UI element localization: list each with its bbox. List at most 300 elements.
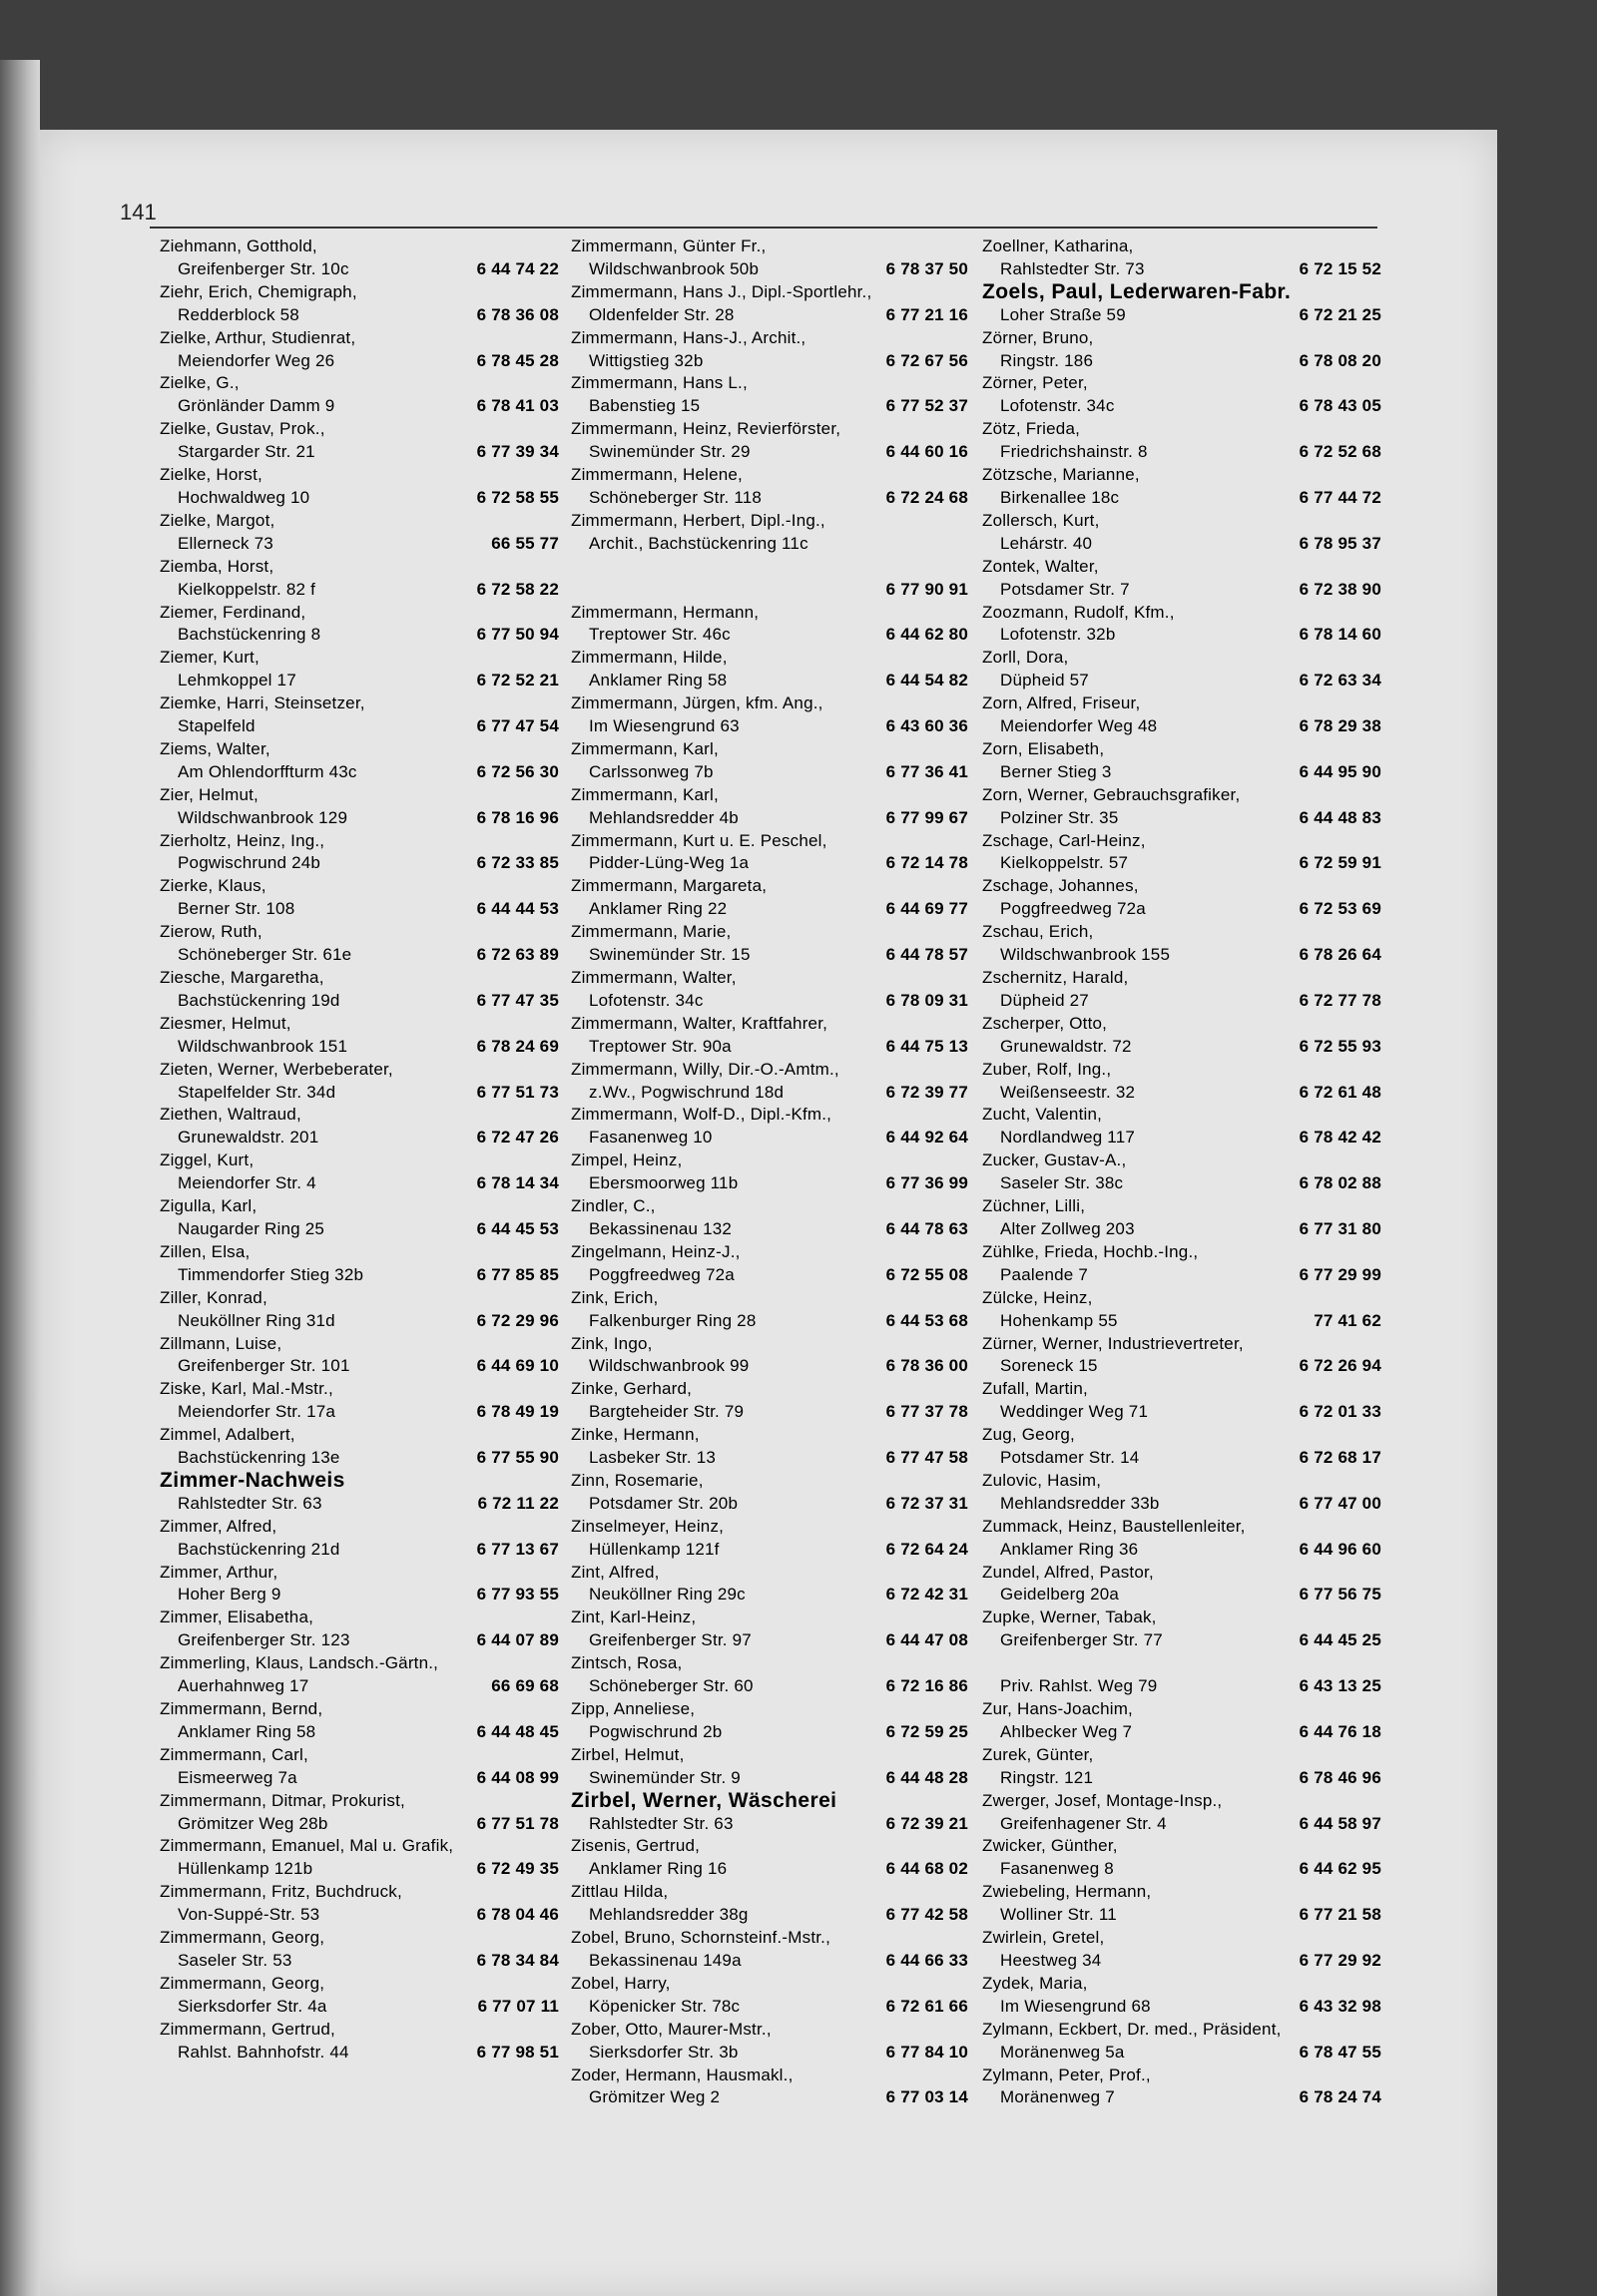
- entry-address: Potsdamer Str. 20b: [589, 1493, 739, 1513]
- entry-name: Zierow, Ruth,: [160, 922, 263, 942]
- entry-address: Falkenburger Ring 28: [589, 1310, 757, 1330]
- entry-phone: 6 43 32 98: [1299, 1996, 1381, 2016]
- directory-entry: [571, 647, 968, 692]
- directory-entry: [160, 692, 559, 738]
- entry-phone: 6 78 29 38: [1299, 716, 1381, 736]
- entry-name: Zörner, Peter,: [982, 373, 1088, 393]
- directory-entry: [982, 1607, 1381, 1652]
- column-3: [982, 235, 1381, 2109]
- entry-name: Zimmerling, Klaus, Landsch.-Gärtn.,: [160, 1653, 439, 1673]
- entry-name: Zoels, Paul, Lederwaren-Fabr.: [982, 280, 1292, 303]
- entry-name: Ziesmer, Helmut,: [160, 1013, 291, 1033]
- entry-name: Zwerger, Josef, Montage-Insp.,: [982, 1790, 1223, 1810]
- entry-name: Züchner, Lilli,: [982, 1196, 1086, 1216]
- entry-name: Zimmermann, Wolf-D., Dipl.-Kfm.,: [571, 1105, 832, 1125]
- entry-phone: 6 78 49 19: [476, 1402, 559, 1422]
- entry-phone: 6 77 51 78: [476, 1813, 559, 1833]
- directory-entry: [982, 1973, 1381, 2019]
- directory-entry: [160, 1652, 559, 1698]
- entry-name: Zimmermann, Ditmar, Prokurist,: [160, 1790, 405, 1810]
- entry-name: Zötzsche, Marianne,: [982, 465, 1140, 485]
- entry-phone: 6 44 54 82: [885, 671, 968, 690]
- directory-entry: [160, 1059, 559, 1105]
- directory-entry: [571, 1241, 968, 1287]
- entry-name: Ziemer, Kurt,: [160, 648, 260, 668]
- entry-phone: 6 78 24 74: [1299, 2087, 1381, 2107]
- directory-entry: [160, 1973, 559, 2019]
- entry-phone: 6 72 61 48: [1299, 1082, 1381, 1102]
- directory-entry: [982, 1104, 1381, 1149]
- entry-name: Zötz, Frieda,: [982, 419, 1081, 439]
- entry-name: Zober, Otto, Maurer-Mstr.,: [571, 2019, 772, 2039]
- entry-phone: 6 44 48 28: [885, 1767, 968, 1787]
- directory-entry: [160, 1424, 559, 1470]
- directory-entry: [571, 281, 968, 327]
- entry-phone: 6 72 14 78: [885, 853, 968, 873]
- entry-address: Swinemünder Str. 15: [589, 945, 751, 965]
- entry-phone: 6 72 59 91: [1299, 853, 1381, 873]
- entry-phone: 6 72 56 30: [476, 761, 559, 781]
- entry-address: Poggfreedweg 72a: [589, 1264, 735, 1284]
- entry-address: Mehlandsredder 4b: [589, 807, 739, 827]
- entry-address: Poggfreedweg 72a: [1000, 899, 1146, 919]
- entry-address: Anklamer Ring 58: [178, 1721, 316, 1741]
- entry-name: Zittlau Hilda,: [571, 1882, 669, 1902]
- entry-name: Zimmer-Nachweis: [160, 1469, 345, 1492]
- directory-entry: [982, 1881, 1381, 1927]
- directory-entry: [160, 1333, 559, 1379]
- entry-address: Grömitzer Weg 28b: [178, 1813, 328, 1833]
- entry-address: Bekassinenau 132: [589, 1218, 733, 1238]
- entry-address: Treptower Str. 46c: [589, 625, 731, 645]
- entry-phone: 6 44 62 95: [1299, 1859, 1381, 1879]
- entry-address: Greifenberger Str. 101: [178, 1356, 350, 1376]
- entry-name: Zug, Georg,: [982, 1425, 1075, 1445]
- entry-name: Zint, Alfred,: [571, 1562, 660, 1582]
- entry-name: Ziemba, Horst,: [160, 556, 274, 576]
- entry-address: Anklamer Ring 58: [589, 671, 728, 690]
- entry-phone: 6 72 58 22: [476, 579, 559, 599]
- directory-entry: [571, 784, 968, 830]
- directory-entry: [160, 235, 559, 281]
- entry-phone: 6 44 47 08: [885, 1630, 968, 1650]
- entry-phone: 6 44 68 02: [885, 1859, 968, 1879]
- entry-address: Babenstieg 15: [589, 396, 701, 416]
- directory-entry: [982, 2019, 1381, 2065]
- entry-address: Neuköllner Ring 31d: [178, 1310, 335, 1330]
- entry-name: Zimmer, Arthur,: [160, 1562, 278, 1582]
- entry-name: Zimmermann, Willy, Dir.-O.-Amtm.,: [571, 1059, 839, 1079]
- entry-name: Zimmer, Alfred,: [160, 1516, 277, 1536]
- entry-name: Zimmermann, Gertrud,: [160, 2019, 335, 2039]
- entry-name: Zipp, Anneliese,: [571, 1699, 696, 1718]
- directory-entry: [571, 921, 968, 967]
- entry-name: Zimmermann, Hermann,: [571, 602, 760, 622]
- entry-phone: 6 44 92 64: [885, 1128, 968, 1148]
- directory-entry: [160, 602, 559, 648]
- entry-phone: 6 44 76 18: [1299, 1721, 1381, 1741]
- entry-phone: 6 72 26 94: [1299, 1356, 1381, 1376]
- directory-entry: [571, 1881, 968, 1927]
- directory-entry: [160, 1104, 559, 1149]
- entry-address: Wildschwanbrook 129: [178, 807, 348, 827]
- entry-phone: 6 77 13 67: [476, 1539, 559, 1559]
- entry-address: Hohenkamp 55: [1000, 1310, 1118, 1330]
- entry-address: Von-Suppé-Str. 53: [178, 1905, 320, 1925]
- entry-address: Timmendorfer Stieg 32b: [178, 1264, 364, 1284]
- entry-phone: 6 77 90 91: [885, 579, 968, 599]
- directory-entry: [160, 2019, 559, 2065]
- entry-name: Zimmermann, Kurt u. E. Peschel,: [571, 830, 827, 850]
- directory-entry: [160, 464, 559, 510]
- entry-address: Moränenweg 7: [1000, 2087, 1115, 2107]
- entry-phone: 6 72 67 56: [885, 350, 968, 370]
- directory-entry: [982, 281, 1381, 327]
- entry-phone: 6 44 66 33: [885, 1950, 968, 1970]
- entry-address: Kielkoppelstr. 82 f: [178, 579, 315, 599]
- entry-name: Zwiebeling, Hermann,: [982, 1882, 1152, 1902]
- entry-phone: 6 77 47 54: [476, 716, 559, 736]
- entry-name: Zimmermann, Hans J., Dipl.-Sportlehr.,: [571, 281, 872, 301]
- directory-entry: [571, 1698, 968, 1744]
- entry-name: Zimmermann, Günter Fr.,: [571, 236, 767, 255]
- entry-phone: 6 72 39 77: [885, 1082, 968, 1102]
- entry-phone: 6 44 78 57: [885, 945, 968, 965]
- entry-address: Ellerneck 73: [178, 533, 273, 553]
- entry-name: Zinke, Gerhard,: [571, 1379, 693, 1399]
- entry-name: Zscherper, Otto,: [982, 1013, 1108, 1033]
- entry-phone: 6 44 75 13: [885, 1036, 968, 1056]
- entry-address: Greifenberger Str. 77: [1000, 1630, 1163, 1650]
- entry-name: Zint, Karl-Heinz,: [571, 1607, 697, 1627]
- entry-name: [982, 1652, 1381, 1675]
- directory-entry: [571, 1744, 968, 1790]
- entry-address: Meiendorfer Weg 26: [178, 350, 335, 370]
- entry-name: Zierholtz, Heinz, Ing.,: [160, 830, 325, 850]
- entry-name: Zimmer, Elisabetha,: [160, 1607, 314, 1627]
- entry-name: Zimmermann, Hans L.,: [571, 373, 748, 393]
- entry-name: Zier, Helmut,: [160, 784, 259, 804]
- entry-name: Zimmermann, Fritz, Buchdruck,: [160, 1882, 402, 1902]
- entry-address: Bachstückenring 21d: [178, 1539, 340, 1559]
- entry-phone: 6 44 69 10: [476, 1356, 559, 1376]
- entry-address: Kielkoppelstr. 57: [1000, 853, 1129, 873]
- entry-address: Anklamer Ring 22: [589, 899, 728, 919]
- directory-entry: [571, 1790, 968, 1836]
- entry-name: Ziemke, Harri, Steinsetzer,: [160, 693, 365, 713]
- directory-entry: [982, 1059, 1381, 1105]
- directory-entry: [982, 327, 1381, 373]
- directory-entry: [160, 784, 559, 830]
- entry-name: Zschage, Carl-Heinz,: [982, 830, 1146, 850]
- entry-phone: 6 44 07 89: [476, 1630, 559, 1650]
- directory-entry: [160, 1516, 559, 1562]
- directory-entry: [160, 1927, 559, 1973]
- entry-phone: 6 78 37 50: [885, 258, 968, 278]
- entry-address: Soreneck 15: [1000, 1356, 1098, 1376]
- directory-entry: [571, 1927, 968, 1973]
- entry-name: Zimmermann, Georg,: [160, 1973, 325, 1993]
- entry-phone: 77 41 62: [1314, 1310, 1381, 1330]
- entry-phone: 6 72 21 25: [1299, 304, 1381, 324]
- directory-entry: [571, 1652, 968, 1698]
- directory-entry: [982, 1470, 1381, 1516]
- entry-address: Fasanenweg 10: [589, 1128, 713, 1148]
- directory-entry: [160, 1607, 559, 1652]
- entry-phone: 6 44 96 60: [1299, 1539, 1381, 1559]
- entry-name: Zimmermann, Emanuel, Mal u. Grafik,: [160, 1836, 454, 1856]
- entry-phone: 6 72 11 22: [477, 1493, 559, 1513]
- entry-phone: 6 77 98 51: [476, 2042, 559, 2062]
- entry-phone: 66 55 77: [491, 533, 559, 553]
- entry-name: Zobel, Harry,: [571, 1973, 671, 1993]
- entry-address: Weddinger Weg 71: [1000, 1402, 1149, 1422]
- entry-address: Eismeerweg 7a: [178, 1767, 297, 1787]
- entry-address: Paalende 7: [1000, 1264, 1089, 1284]
- entry-address: Wildschwanbrook 155: [1000, 945, 1171, 965]
- entry-address: Neuköllner Ring 29c: [589, 1585, 746, 1605]
- entry-phone: 6 77 29 92: [1299, 1950, 1381, 1970]
- header-rule: [150, 227, 1377, 229]
- directory-entry: [982, 1149, 1381, 1195]
- entry-name: Ziehmann, Gotthold,: [160, 236, 317, 255]
- entry-phone: 6 77 37 78: [885, 1402, 968, 1422]
- entry-phone: 6 78 41 03: [476, 396, 559, 416]
- entry-address: Rahlstedter Str. 63: [589, 1813, 734, 1833]
- entry-address: Moränenweg 5a: [1000, 2042, 1125, 2062]
- entry-phone: 6 44 44 53: [476, 899, 559, 919]
- entry-phone: 6 72 52 68: [1299, 442, 1381, 462]
- entry-name: Zindler, C.,: [571, 1196, 656, 1216]
- entry-phone: 6 44 48 83: [1299, 807, 1381, 827]
- entry-name: Zur, Hans-Joachim,: [982, 1699, 1133, 1718]
- entry-address: Wittigstieg 32b: [589, 350, 704, 370]
- entry-phone: 6 77 93 55: [476, 1585, 559, 1605]
- directory-entry: [982, 921, 1381, 967]
- entry-phone: 6 77 47 35: [476, 990, 559, 1010]
- entry-phone: 6 44 45 53: [476, 1218, 559, 1238]
- entry-name: Zisenis, Gertrud,: [571, 1836, 701, 1856]
- entry-address: Friedrichshainstr. 8: [1000, 442, 1148, 462]
- entry-name: Zylmann, Peter, Prof.,: [982, 2065, 1151, 2084]
- directory-entry: [982, 1562, 1381, 1607]
- entry-phone: 6 77 07 11: [477, 1996, 559, 2016]
- entry-address: Redderblock 58: [178, 304, 299, 324]
- entry-name: Zillmann, Luise,: [160, 1333, 282, 1353]
- entry-name: Zülcke, Heinz,: [982, 1287, 1093, 1307]
- entry-address: Schöneberger Str. 60: [589, 1676, 754, 1696]
- entry-name: Zurek, Günter,: [982, 1744, 1094, 1764]
- directory-entry: [571, 1059, 968, 1105]
- directory-entry: [160, 647, 559, 692]
- directory-entry: [571, 1835, 968, 1881]
- entry-address: Polziner Str. 35: [1000, 807, 1119, 827]
- entry-phone: 6 77 47 58: [885, 1448, 968, 1468]
- entry-name: Zobel, Bruno, Schornsteinf.-Mstr.,: [571, 1928, 831, 1948]
- entry-name: Zoder, Hermann, Hausmakl.,: [571, 2065, 794, 2084]
- entry-phone: 6 72 39 21: [885, 1813, 968, 1833]
- left-page-edge: [0, 60, 40, 2296]
- entry-address: Lofotenstr. 32b: [1000, 625, 1116, 645]
- directory-entry: [982, 2065, 1381, 2110]
- directory-entry: [571, 464, 968, 510]
- entry-name: Zummack, Heinz, Baustellenleiter,: [982, 1516, 1246, 1536]
- entry-name: Ziems, Walter,: [160, 738, 270, 758]
- entry-phone: 6 72 24 68: [885, 487, 968, 507]
- entry-address: Grunewaldstr. 201: [178, 1128, 319, 1148]
- column-1: [160, 235, 559, 2065]
- entry-name: Zylmann, Eckbert, Dr. med., Präsident,: [982, 2019, 1282, 2039]
- directory-entry: [571, 1104, 968, 1149]
- entry-name: Zürner, Werner, Industrievertreter,: [982, 1333, 1244, 1353]
- entry-name: Zwirlein, Gretel,: [982, 1928, 1105, 1948]
- entry-phone: 6 44 53 68: [885, 1310, 968, 1330]
- entry-address: Mehlandsredder 33b: [1000, 1493, 1160, 1513]
- entry-phone: 6 44 60 16: [885, 442, 968, 462]
- entry-address: Bachstückenring 13e: [178, 1448, 340, 1468]
- entry-name: Zimmermann, Bernd,: [160, 1699, 323, 1718]
- entry-address: Ringstr. 121: [1000, 1767, 1094, 1787]
- entry-phone: 6 78 36 08: [476, 304, 559, 324]
- entry-phone: 6 78 47 55: [1299, 2042, 1381, 2062]
- entry-address: Rahlstedter Str. 73: [1000, 258, 1145, 278]
- directory-entry: [571, 1195, 968, 1241]
- entry-phone: 6 44 45 25: [1299, 1630, 1381, 1650]
- entry-name: Zirbel, Helmut,: [571, 1744, 685, 1764]
- entry-address: Greifenberger Str. 123: [178, 1630, 350, 1650]
- entry-address: Am Ohlendorffturm 43c: [178, 761, 357, 781]
- entry-name: Zschau, Erich,: [982, 922, 1094, 942]
- directory-entry: [160, 556, 559, 602]
- entry-name: Zillen, Elsa,: [160, 1241, 251, 1261]
- entry-address: Carlssonweg 7b: [589, 761, 714, 781]
- entry-address: Rahlstedter Str. 63: [178, 1493, 322, 1513]
- entry-phone: 6 72 55 93: [1299, 1036, 1381, 1056]
- directory-entry: [160, 510, 559, 556]
- entry-name: [571, 556, 968, 579]
- entry-phone: 6 77 51 73: [476, 1082, 559, 1102]
- directory-entry: [982, 967, 1381, 1013]
- directory-entry: [571, 1973, 968, 2019]
- entry-name: Zimmermann, Karl,: [571, 784, 719, 804]
- entry-phone: 6 72 16 86: [885, 1676, 968, 1696]
- entry-address: Stargarder Str. 21: [178, 442, 315, 462]
- directory-entry: [571, 510, 968, 556]
- directory-entry: [160, 327, 559, 373]
- entry-name: Zimmermann, Hilde,: [571, 648, 728, 668]
- directory-entry: [160, 1562, 559, 1607]
- entry-phone: 6 78 14 60: [1299, 625, 1381, 645]
- entry-address: Im Wiesengrund 63: [589, 716, 740, 736]
- entry-phone: 6 72 33 85: [476, 853, 559, 873]
- entry-phone: 6 78 08 20: [1299, 350, 1381, 370]
- entry-name: Ziller, Konrad,: [160, 1287, 267, 1307]
- entry-name: Zink, Ingo,: [571, 1333, 653, 1353]
- entry-name: Zucht, Valentin,: [982, 1105, 1103, 1125]
- entry-phone: 6 78 16 96: [476, 807, 559, 827]
- entry-name: Ziethen, Waltraud,: [160, 1105, 301, 1125]
- entry-address: Hüllenkamp 121f: [589, 1539, 720, 1559]
- entry-phone: 6 43 60 36: [885, 716, 968, 736]
- entry-address: Alter Zollweg 203: [1000, 1218, 1135, 1238]
- entry-address: Berner Str. 108: [178, 899, 295, 919]
- entry-address: Archit., Bachstückenring 11c: [589, 533, 808, 553]
- entry-name: Zielke, Arthur, Studienrat,: [160, 327, 356, 347]
- directory-entry: [160, 1470, 559, 1516]
- entry-address: Fasanenweg 8: [1000, 1859, 1114, 1879]
- entry-phone: 6 43 13 25: [1299, 1676, 1381, 1696]
- entry-name: Zimmermann, Marie,: [571, 922, 732, 942]
- entry-address: Düpheid 57: [1000, 671, 1089, 690]
- entry-address: Wolliner Str. 11: [1000, 1905, 1117, 1925]
- entry-phone: 6 77 36 41: [885, 761, 968, 781]
- entry-phone: 6 77 99 67: [885, 807, 968, 827]
- directory-entry: [571, 235, 968, 281]
- entry-address: Anklamer Ring 16: [589, 1859, 728, 1879]
- entry-address: Grönländer Damm 9: [178, 396, 335, 416]
- entry-address: Mehlandsredder 38g: [589, 1905, 749, 1925]
- entry-phone: 6 44 74 22: [476, 258, 559, 278]
- entry-name: Zigulla, Karl,: [160, 1196, 258, 1216]
- entry-address: Rahlst. Bahnhofstr. 44: [178, 2042, 349, 2062]
- entry-phone: 6 72 58 55: [476, 487, 559, 507]
- directory-entry: [160, 830, 559, 876]
- entry-name: Zimmermann, Walter,: [571, 968, 737, 987]
- directory-entry: [982, 418, 1381, 464]
- directory-entry: [982, 1287, 1381, 1333]
- entry-name: Zingelmann, Heinz-J.,: [571, 1241, 741, 1261]
- directory-entry: [160, 1881, 559, 1927]
- entry-address: Wildschwanbrook 99: [589, 1356, 750, 1376]
- page-number: 141: [120, 200, 157, 225]
- entry-phone: 6 78 42 42: [1299, 1128, 1381, 1148]
- entry-phone: 6 77 56 75: [1299, 1585, 1381, 1605]
- entry-phone: 6 72 29 96: [476, 1310, 559, 1330]
- directory-entry: [160, 281, 559, 327]
- entry-phone: 6 44 48 45: [476, 1721, 559, 1741]
- directory-entry: [982, 1195, 1381, 1241]
- entry-phone: 6 72 47 26: [476, 1128, 559, 1148]
- directory-entry: [160, 1698, 559, 1744]
- entry-phone: 6 77 42 58: [885, 1905, 968, 1925]
- entry-phone: 6 77 84 10: [885, 2042, 968, 2062]
- entry-name: Zink, Erich,: [571, 1287, 659, 1307]
- entry-phone: 6 72 37 31: [885, 1493, 968, 1513]
- entry-address: Lehárstr. 40: [1000, 533, 1093, 553]
- directory-entry: [160, 1149, 559, 1195]
- entry-phone: 66 69 68: [491, 1676, 559, 1696]
- entry-name: Zinke, Hermann,: [571, 1425, 700, 1445]
- entry-address: Grunewaldstr. 72: [1000, 1036, 1132, 1056]
- entry-address: Saseler Str. 53: [178, 1950, 292, 1970]
- directory-entry: [982, 692, 1381, 738]
- entry-phone: 6 72 59 25: [885, 1721, 968, 1741]
- entry-address: Lofotenstr. 34c: [589, 990, 704, 1010]
- directory-entry: [982, 1927, 1381, 1973]
- entry-name: Zimmermann, Margareta,: [571, 876, 768, 896]
- entry-address: Schöneberger Str. 61e: [178, 945, 352, 965]
- entry-name: Zimmermann, Walter, Kraftfahrer,: [571, 1013, 828, 1033]
- entry-name: Zimmermann, Georg,: [160, 1928, 325, 1948]
- entry-name: Zschage, Johannes,: [982, 876, 1139, 896]
- entry-name: Zimmel, Adalbert,: [160, 1425, 295, 1445]
- directory-entry: [160, 921, 559, 967]
- entry-name: Zundel, Alfred, Pastor,: [982, 1562, 1154, 1582]
- entry-phone: 6 77 03 14: [885, 2087, 968, 2107]
- entry-phone: 6 78 04 46: [476, 1905, 559, 1925]
- entry-name: Zinselmeyer, Heinz,: [571, 1516, 725, 1536]
- entry-address: Bargteheider Str. 79: [589, 1402, 745, 1422]
